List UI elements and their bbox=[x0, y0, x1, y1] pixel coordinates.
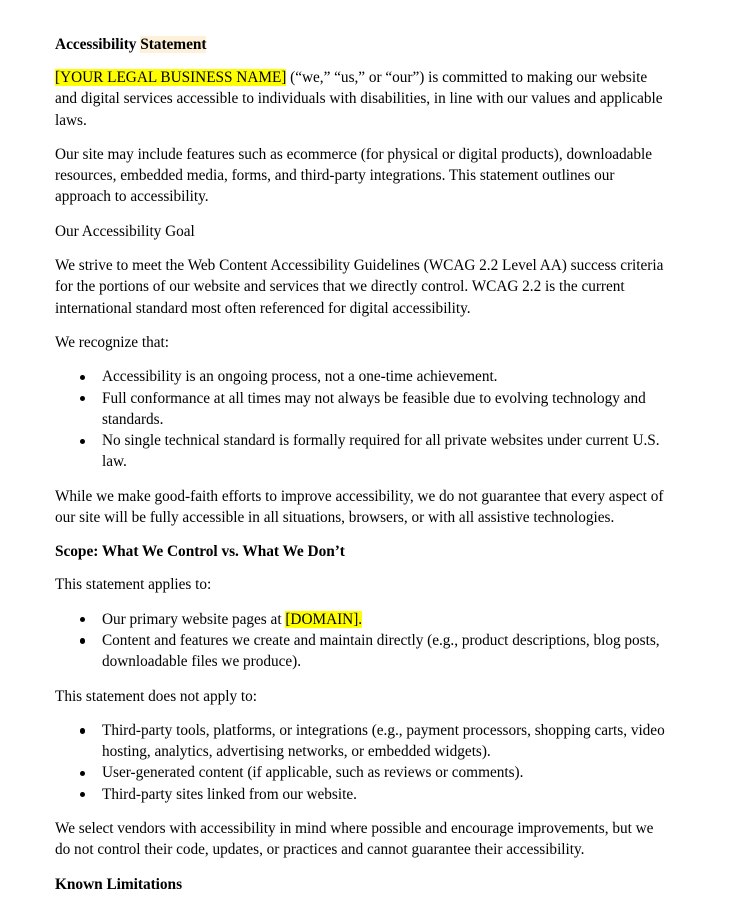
page-title-plain-run: Accessibility bbox=[55, 36, 141, 53]
known-limitations-heading: Known Limitations bbox=[55, 875, 183, 893]
goal-heading: Our Accessibility Goal bbox=[55, 222, 195, 240]
list-item: Content and features we create and maintain directly (e.g., product descriptions, blog posts, downloadable files we produce). bbox=[55, 630, 671, 673]
list-item: Accessibility is an ongoing process, not a one-time achievement. bbox=[55, 366, 671, 387]
goal-paragraph: We strive to meet the Web Content Accessibility Guidelines (WCAG 2.2 Level AA) success criteria for the portions of our website and services that we directly control. WCAG 2.2 is the current international standard most often referenced for digital accessibility. bbox=[55, 257, 664, 317]
intro-paragraph bbox=[55, 67, 671, 131]
not-apply-lead-in: This statement does not apply to: bbox=[55, 687, 257, 705]
list-item: User-generated content (if applicable, such as reviews or comments). bbox=[55, 762, 671, 783]
list-item bbox=[55, 609, 671, 630]
document-body bbox=[55, 34, 671, 895]
page-title bbox=[55, 34, 671, 55]
applies-bullet-list bbox=[55, 609, 671, 673]
scope-heading: Scope: What We Control vs. What We Don’t bbox=[55, 543, 345, 561]
list-item: Full conformance at all times may not always be feasible due to evolving technology and standards. bbox=[55, 388, 671, 431]
vendors-paragraph: We select vendors with accessibility in mind where possible and encourage improvements, but we do not control their code, updates, or practices and cannot guarantee their accessibility. bbox=[55, 820, 654, 859]
list-item: Third-party tools, platforms, or integrations (e.g., payment processors, shopping carts, video hosting, analytics, advertising networks, or embedded widgets). bbox=[55, 720, 671, 763]
good-faith-paragraph: While we make good-faith efforts to improve accessibility, we do not guarantee that every aspect of our site will be fully accessible in all situations, browsers, or with all assistive technologies. bbox=[55, 487, 664, 527]
legal-business-name-placeholder: [YOUR LEGAL BUSINESS NAME] bbox=[55, 69, 287, 86]
domain-placeholder: [DOMAIN]. bbox=[285, 610, 363, 628]
site-features-paragraph: Our site may include features such as ecommerce (for physical or digital products), downloadable resources, embedded media, forms, and third-party integrations. This statement outlines our approach to accessibility. bbox=[55, 145, 653, 206]
page-title-highlighted-run: Statement bbox=[140, 36, 207, 53]
not-apply-bullet-list bbox=[55, 720, 671, 805]
intro-paragraph-rest: (“we,” “us,” or “our”) is committed to making our website and digital services accessible to individuals with disabilities, in line with our values and applicable laws. bbox=[55, 69, 663, 129]
list-item-text: Our primary website pages at bbox=[102, 610, 286, 628]
applies-lead-in: This statement applies to: bbox=[55, 576, 212, 594]
list-item: No single technical standard is formally required for all private websites under current U.S. law. bbox=[55, 430, 671, 473]
recognize-bullet-list bbox=[55, 366, 671, 472]
recognize-lead-in: We recognize that: bbox=[55, 333, 169, 351]
list-item: Third-party sites linked from our website. bbox=[55, 784, 671, 805]
